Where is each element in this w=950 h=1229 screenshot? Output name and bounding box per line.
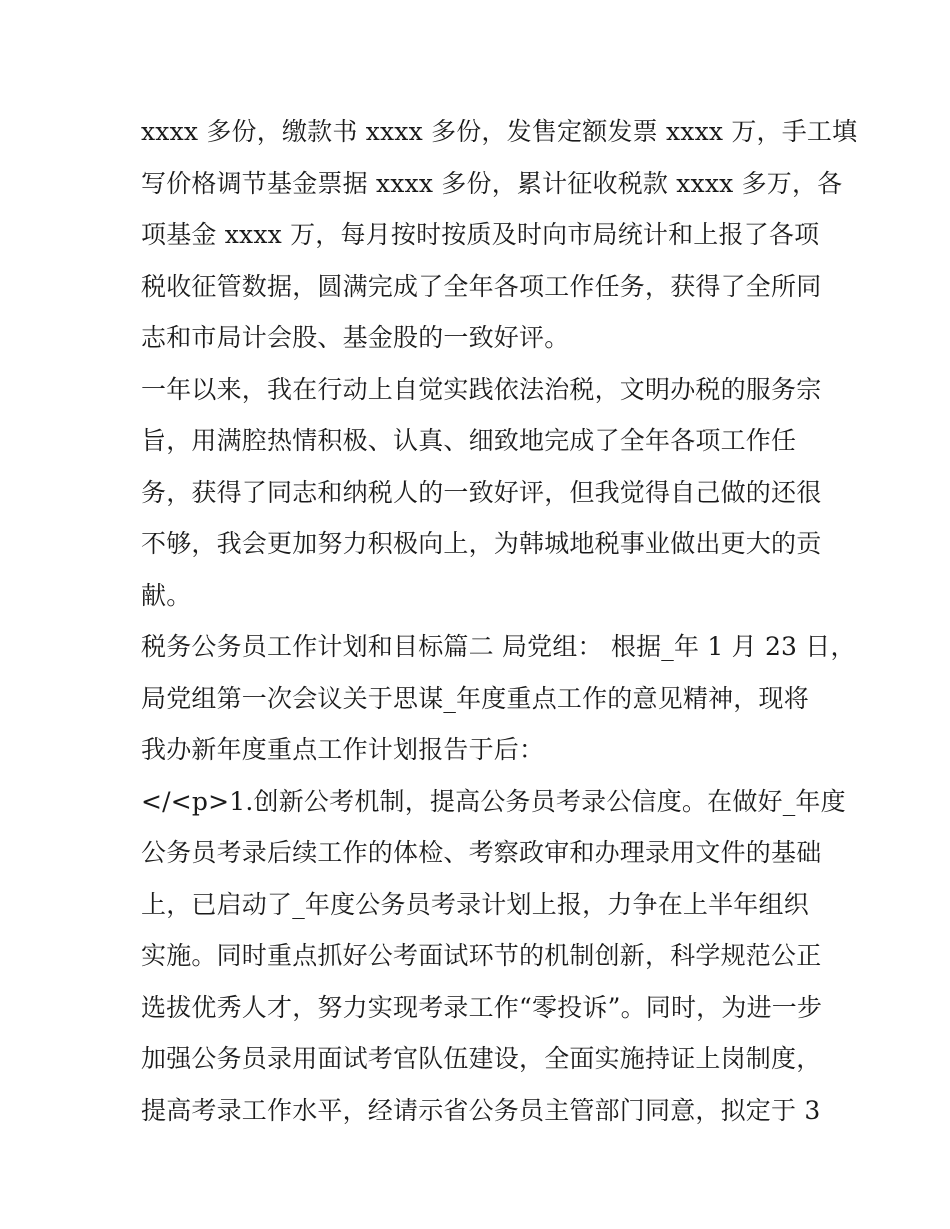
text-line: 献。	[141, 580, 192, 610]
document-body	[141, 106, 858, 1136]
text-line: 我办新年度重点工作计划报告于后：	[141, 735, 545, 764]
text-line: 一年以来，我在行动上自觉实践依法治税，文明办税的服务宗	[141, 374, 822, 404]
text-line: 提高考录工作水平，经请示省公务员主管部门同意，拟定于 3	[141, 1095, 821, 1125]
text-line: 项基金 xxxx 万，每月按时按质及时向市局统计和上报了各项	[141, 220, 820, 249]
text-line: 志和市局计会股、基金股的一致好评。	[141, 323, 570, 352]
section-heading-line: 税务公务员工作计划和目标篇二 局党组： 根据_年 1 月 23 日，	[141, 632, 856, 661]
text-line: 务，获得了同志和纳税人的一致好评，但我觉得自己做的还很	[141, 477, 822, 507]
text-line: 上，已启动了_年度公务员考录计划上报，力争在上半年组织	[141, 889, 809, 919]
text-line: 旨，用满腔热情积极、认真、细致地完成了全年各项工作任	[141, 426, 797, 455]
text-line: 税收征管数据，圆满完成了全年各项工作任务，获得了全所同	[141, 271, 822, 301]
text-line: 局党组第一次会议关于思谋_年度重点工作的意见精神，现将	[141, 683, 809, 713]
text-line: 加强公务员录用面试考官队伍建设，全面实施持证上岗制度，	[141, 1044, 822, 1073]
text-line: 选拔优秀人才，努力实现考录工作“零投诉”。同时，为进一步	[141, 992, 823, 1022]
text-line: 写价格调节基金票据 xxxx 多份，累计征收税款 xxxx 多万，各	[141, 168, 843, 198]
text-line: 实施。同时重点抓好公考面试环节的机制创新，科学规范公正	[141, 941, 822, 970]
text-line: 不够，我会更加努力积极向上，为韩城地税事业做出更大的贡	[141, 529, 822, 558]
text-line: 公务员考录后续工作的体检、考察政审和办理录用文件的基础	[141, 838, 822, 867]
text-line: </<p>1.创新公考机制，提高公务员考录公信度。在做好_年度	[141, 786, 846, 816]
text-line: xxxx 多份，缴款书 xxxx 多份，发售定额发票 xxxx 万，手工填	[141, 117, 858, 146]
